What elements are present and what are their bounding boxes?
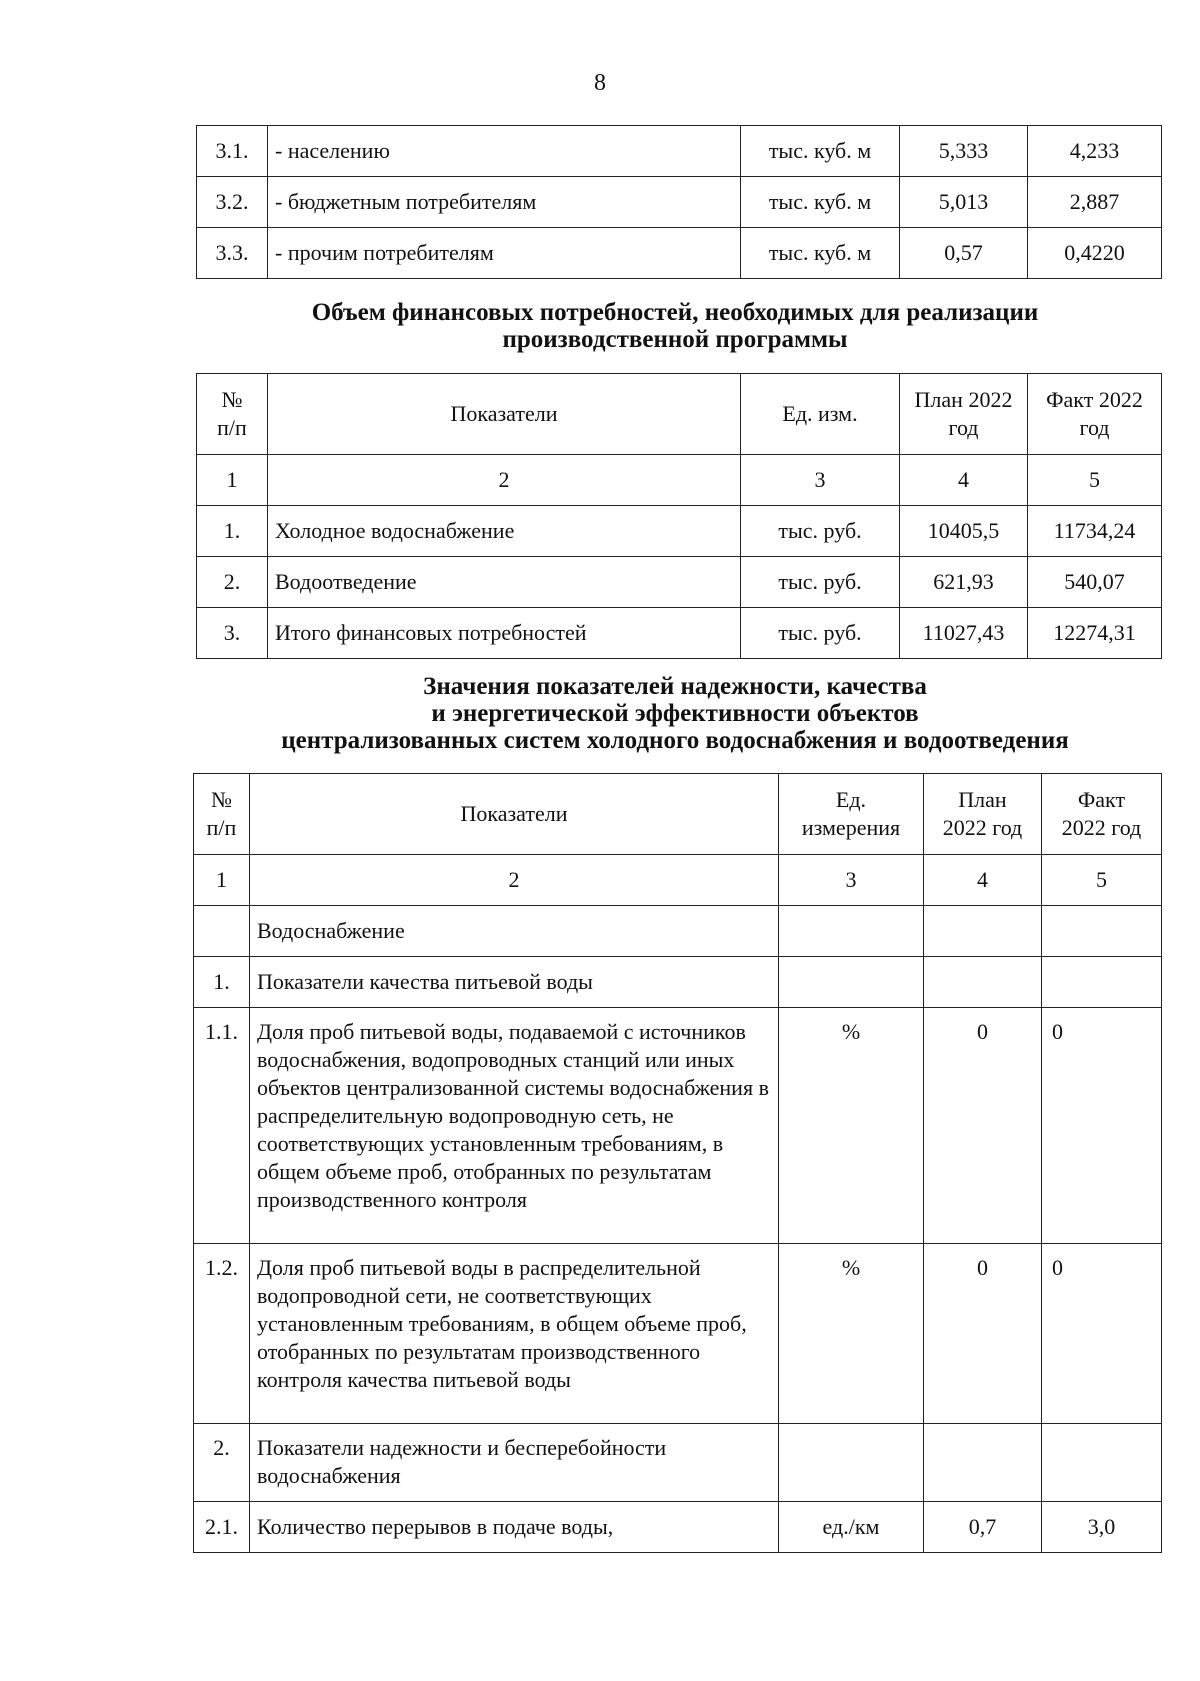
- row-number: 1.: [194, 957, 250, 1008]
- heading-line: производственной программы: [502, 326, 848, 353]
- fact-value: 540,07: [1028, 557, 1162, 608]
- fact-value: 0: [1042, 1008, 1162, 1244]
- row-number: 3.3.: [197, 228, 268, 279]
- row-number: 3.: [197, 608, 268, 659]
- column-number-row: [197, 455, 1162, 506]
- column-number: 2: [268, 455, 741, 506]
- fact-value: 11734,24: [1028, 506, 1162, 557]
- indicator-name: Итого финансовых потребностей: [268, 608, 741, 659]
- column-number: 3: [741, 455, 900, 506]
- plan-value: 621,93: [900, 557, 1028, 608]
- indicator-name: Доля проб питьевой воды, подаваемой с источников водоснабжения, водопроводных станций или иных объектов централизованной системы водоснабжения в распределительную водопроводную сеть, не соответствующих установленным требованиям, в общем объеме проб, отобранных по результатам производственного контроля: [250, 1008, 779, 1244]
- fact-value: [1042, 957, 1162, 1008]
- indicator-name: - населению: [268, 126, 741, 177]
- fact-value: 0: [1042, 1244, 1162, 1424]
- water-supply-continuation-table: [196, 125, 1162, 279]
- plan-value: 0: [924, 1244, 1042, 1424]
- header-unit-line: измерения: [801, 815, 901, 840]
- unit: [779, 906, 924, 957]
- reliability-indicators-table: [193, 773, 1162, 1553]
- table-row: [197, 557, 1162, 608]
- column-number: 5: [1028, 455, 1162, 506]
- unit: тыс. куб. м: [741, 177, 900, 228]
- header-fact-line: 2022 год: [1061, 815, 1142, 840]
- unit: тыс. руб.: [741, 557, 900, 608]
- row-number: 1.: [197, 506, 268, 557]
- indicator-name: Показатели качества питьевой воды: [250, 957, 779, 1008]
- column-number: 2: [250, 855, 779, 906]
- column-number: 1: [194, 855, 250, 906]
- financial-needs-table: [196, 373, 1162, 659]
- row-number: 1.2.: [194, 1244, 250, 1424]
- header-name: Показатели: [250, 774, 779, 855]
- plan-value: 10405,5: [900, 506, 1028, 557]
- header-num-line: №: [211, 787, 232, 812]
- indicator-name: Водоснабжение: [250, 906, 779, 957]
- plan-value: [924, 957, 1042, 1008]
- row-number: 2.: [194, 1424, 250, 1502]
- column-number: 1: [197, 455, 268, 506]
- table-row: [194, 1008, 1162, 1244]
- plan-value: 5,013: [900, 177, 1028, 228]
- fact-value: 12274,31: [1028, 608, 1162, 659]
- unit: тыс. руб.: [741, 506, 900, 557]
- heading-line: Значения показателей надежности, качества: [423, 673, 927, 700]
- column-number: 5: [1042, 855, 1162, 906]
- reliability-indicators-heading: [0, 673, 1200, 754]
- header-fact: [1028, 374, 1162, 455]
- table-row: [194, 1502, 1162, 1553]
- indicator-name: Водоотведение: [268, 557, 741, 608]
- fact-value: [1042, 1424, 1162, 1502]
- table-row: [194, 1424, 1162, 1502]
- unit: [779, 957, 924, 1008]
- row-number: 3.1.: [197, 126, 268, 177]
- unit: тыс. руб.: [741, 608, 900, 659]
- indicator-name: Холодное водоснабжение: [268, 506, 741, 557]
- table-row: [197, 177, 1162, 228]
- column-number-row: [194, 855, 1162, 906]
- plan-value: 0,7: [924, 1502, 1042, 1553]
- header-unit: [779, 774, 924, 855]
- plan-value: 5,333: [900, 126, 1028, 177]
- financial-needs-heading: [0, 299, 1200, 353]
- header-fact-line: Факт 2022: [1046, 387, 1143, 412]
- header-num-line: №: [221, 387, 243, 412]
- header-unit-line: Ед.: [835, 787, 867, 812]
- fact-value: 3,0: [1042, 1502, 1162, 1553]
- plan-value: 0: [924, 1008, 1042, 1244]
- fact-value: 2,887: [1028, 177, 1162, 228]
- plan-value: 11027,43: [900, 608, 1028, 659]
- indicator-name: Количество перерывов в подаче воды,: [250, 1502, 779, 1553]
- unit: %: [779, 1244, 924, 1424]
- header-fact-line: Факт: [1077, 787, 1126, 812]
- heading-line: централизованных систем холодного водоснабжения и водоотведения: [281, 727, 1069, 754]
- row-number: 3.2.: [197, 177, 268, 228]
- table-row: [194, 957, 1162, 1008]
- header-plan-line: План 2022: [914, 387, 1013, 412]
- header-name: Показатели: [268, 374, 741, 455]
- row-number: [194, 906, 250, 957]
- column-number: 4: [924, 855, 1042, 906]
- heading-line: и энергетической эффективности объектов: [431, 700, 919, 727]
- header-num-line: п/п: [217, 415, 247, 440]
- unit: ед./км: [779, 1502, 924, 1553]
- header-plan-line: 2022 год: [942, 815, 1023, 840]
- header-plan-line: План: [958, 787, 1007, 812]
- fact-value: 0,4220: [1028, 228, 1162, 279]
- table-header-row: [197, 374, 1162, 455]
- header-fact-line: год: [1079, 415, 1110, 440]
- indicator-name: Доля проб питьевой воды в распределительной водопроводной сети, не соответствующих установленным требованиям, в общем объеме проб, отобранных по результатам производственного контроля качества питьевой воды: [250, 1244, 779, 1424]
- header-plan: [900, 374, 1028, 455]
- table-row: [194, 906, 1162, 957]
- table-header-row: [194, 774, 1162, 855]
- fact-value: [1042, 906, 1162, 957]
- row-number: 2.1.: [194, 1502, 250, 1553]
- header-num: [194, 774, 250, 855]
- unit: тыс. куб. м: [741, 228, 900, 279]
- indicator-name: - бюджетным потребителям: [268, 177, 741, 228]
- header-plan: [924, 774, 1042, 855]
- table-row: [197, 608, 1162, 659]
- indicator-name: Показатели надежности и бесперебойности водоснабжения: [250, 1424, 779, 1502]
- unit: тыс. куб. м: [741, 126, 900, 177]
- table-row: [197, 228, 1162, 279]
- row-number: 1.1.: [194, 1008, 250, 1244]
- header-plan-line: год: [948, 415, 979, 440]
- table-row: [197, 126, 1162, 177]
- unit: %: [779, 1008, 924, 1244]
- plan-value: [924, 1424, 1042, 1502]
- header-fact: [1042, 774, 1162, 855]
- header-unit: Ед. изм.: [741, 374, 900, 455]
- fact-value: 4,233: [1028, 126, 1162, 177]
- plan-value: [924, 906, 1042, 957]
- column-number: 3: [779, 855, 924, 906]
- header-num: [197, 374, 268, 455]
- plan-value: 0,57: [900, 228, 1028, 279]
- heading-line: Объем финансовых потребностей, необходимых для реализации: [311, 299, 1039, 326]
- unit: [779, 1424, 924, 1502]
- row-number: 2.: [197, 557, 268, 608]
- column-number: 4: [900, 455, 1028, 506]
- page-number: 8: [594, 70, 606, 96]
- table-row: [194, 1244, 1162, 1424]
- indicator-name: - прочим потребителям: [268, 228, 741, 279]
- table-row: [197, 506, 1162, 557]
- header-num-line: п/п: [206, 815, 237, 840]
